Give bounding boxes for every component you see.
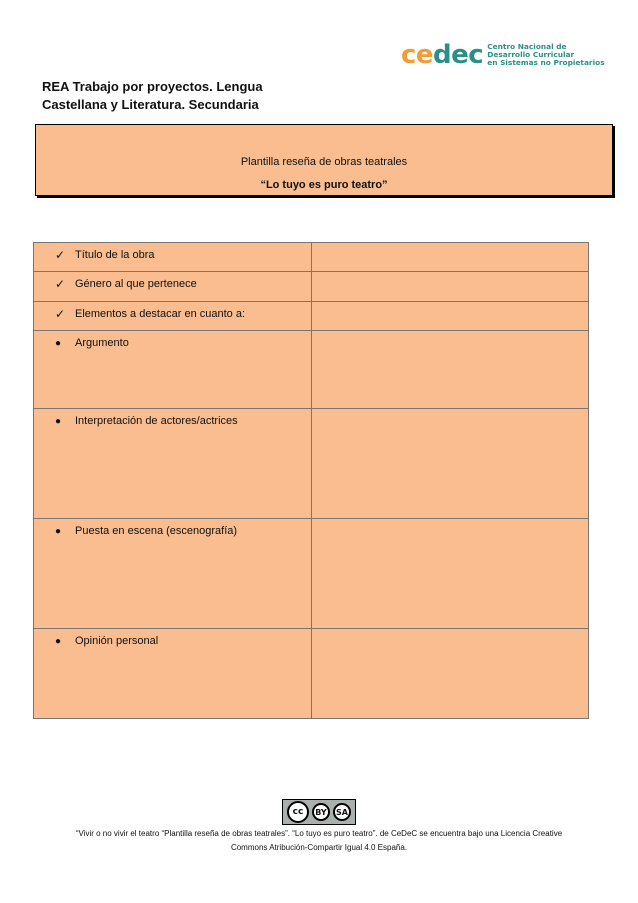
answer-field-puesta-en-escena[interactable] xyxy=(312,519,589,629)
bullet-icon: ● xyxy=(55,636,62,647)
cc-license-badge[interactable] xyxy=(282,799,356,825)
check-icon: ✓ xyxy=(55,248,66,262)
document-title xyxy=(42,78,312,114)
template-subtitle: Plantilla reseña de obras teatrales xyxy=(240,156,408,168)
row-label-cell xyxy=(34,272,312,302)
logo-wordmark-part1: ce xyxy=(401,40,434,70)
row-label-cell xyxy=(34,409,312,519)
answer-field-argumento[interactable] xyxy=(312,331,589,409)
answer-field-genero[interactable] xyxy=(312,272,589,302)
row-label-cell xyxy=(34,331,312,409)
logo-caption-line1: Centro Nacional de xyxy=(487,41,567,51)
table-row xyxy=(34,302,589,331)
license-footer xyxy=(40,799,598,855)
row-label: Opinión personal xyxy=(75,635,159,647)
cc-icon: cc xyxy=(287,801,309,823)
row-label-cell xyxy=(34,243,312,272)
answer-field-opinion[interactable] xyxy=(312,629,589,719)
logo-caption-line3: en Sistemas no Propietarios xyxy=(487,58,605,68)
row-label-cell xyxy=(34,302,312,331)
row-label-cell xyxy=(34,629,312,719)
logo-caption-line2: Desarrollo Curricular xyxy=(487,49,575,59)
license-text xyxy=(40,827,598,855)
document-title-line1: REA Trabajo por proyectos. Lengua xyxy=(42,79,263,94)
document-title-line2: Castellana y Literatura. Secundaria xyxy=(42,97,259,112)
row-label: Elementos a destacar en cuanto a: xyxy=(75,308,245,320)
logo-wordmark-part2: dec xyxy=(433,40,484,70)
answer-field-titulo[interactable] xyxy=(312,243,589,272)
row-label: Género al que pertenece xyxy=(75,278,197,290)
logo-wordmark xyxy=(401,42,483,68)
bullet-icon: ● xyxy=(55,416,62,427)
table-row xyxy=(34,409,589,519)
check-icon: ✓ xyxy=(55,277,66,291)
template-title: “Lo tuyo es puro teatro” xyxy=(260,179,388,191)
logo-caption xyxy=(487,43,604,68)
row-label: Interpretación de actores/actrices xyxy=(75,415,238,427)
cedec-logo xyxy=(401,42,605,68)
table-row xyxy=(34,272,589,302)
check-icon: ✓ xyxy=(55,307,66,321)
license-text-line2: Commons Atribución-Compartir Igual 4.0 España. xyxy=(230,843,408,852)
answer-field-elementos[interactable] xyxy=(312,302,589,331)
table-row xyxy=(34,519,589,629)
template-header-box xyxy=(35,124,613,196)
table-row xyxy=(34,331,589,409)
row-label: Puesta en escena (escenografía) xyxy=(75,525,238,537)
row-label-cell xyxy=(34,519,312,629)
row-label: Título de la obra xyxy=(75,249,155,261)
attribution-icon: BY xyxy=(312,803,330,821)
answer-field-interpretacion[interactable] xyxy=(312,409,589,519)
review-form-table xyxy=(33,242,589,719)
bullet-icon: ● xyxy=(55,338,62,349)
bullet-icon: ● xyxy=(55,526,62,537)
row-label: Argumento xyxy=(75,337,129,349)
table-row xyxy=(34,243,589,272)
license-text-line1: “Vivir o no vivir el teatro “Plantilla reseña de obras teatrales”. “Lo tuyo es puro teatro”. de CeDeC se encuentra bajo una Licencia Creative xyxy=(75,829,563,838)
table-row xyxy=(34,629,589,719)
share-alike-icon: SA xyxy=(333,803,351,821)
